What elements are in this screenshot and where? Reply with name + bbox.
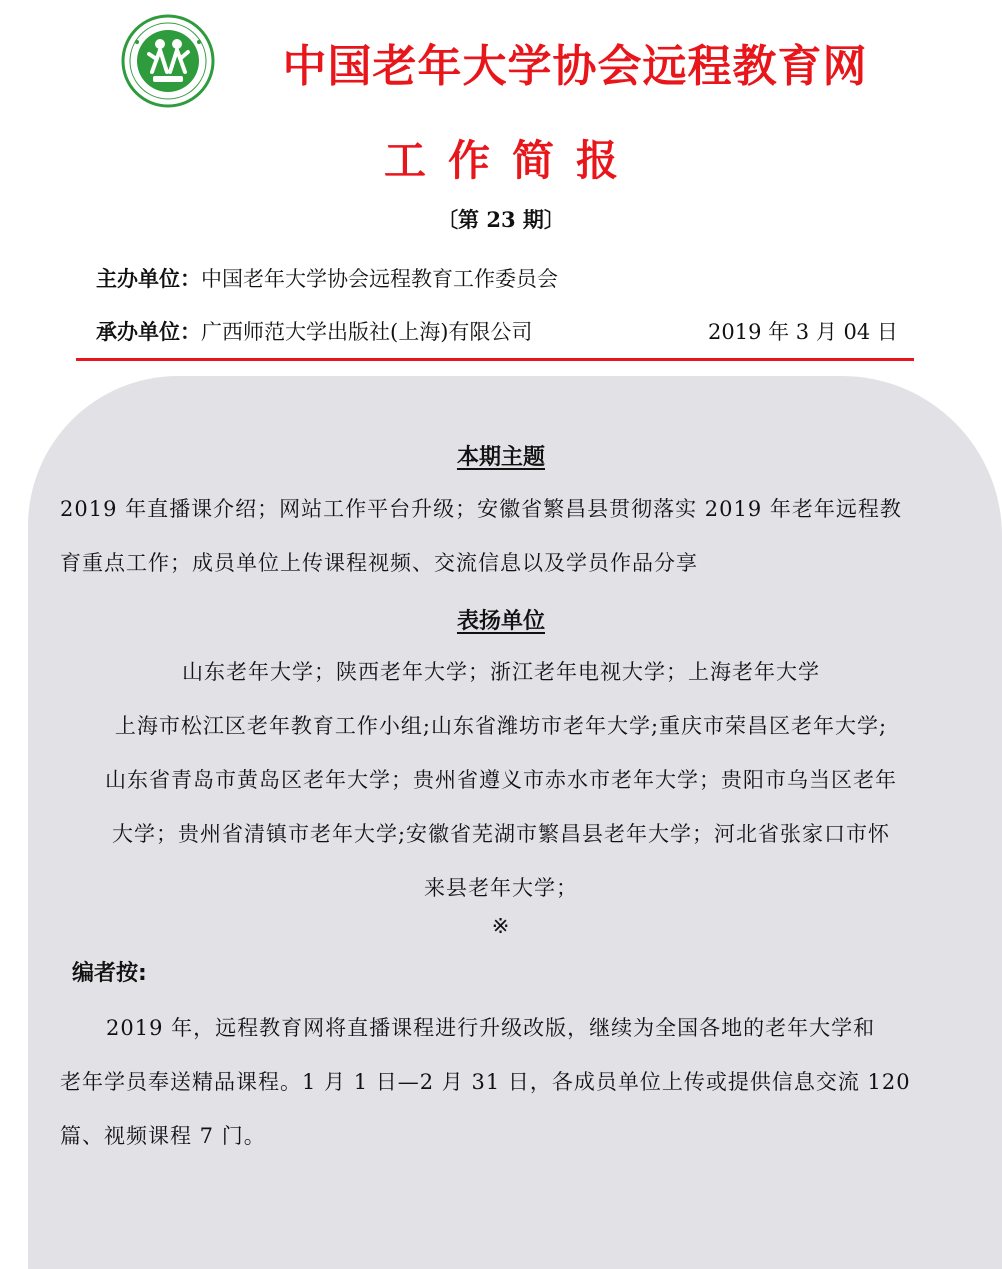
organizer-value: 广西师范大学出版社(上海)有限公司 [201,320,533,344]
separator-mark: ※ [491,914,511,938]
commend-line: 来县老年大学； [424,876,578,900]
sponsor-row [96,263,558,293]
header-divider [76,358,914,361]
editor-note-line: 老年学员奉送精品课程。1 月 1 日—2 月 31 日，各成员单位上传或提供信息交流 120 [60,1070,911,1094]
editor-note-line: 2019 年，远程教育网将直播课程进行升级改版，继续为全国各地的老年大学和 [106,1016,876,1040]
sponsor-value: 中国老年大学协会远程教育工作委员会 [201,267,558,291]
organizer-label: 承办单位： [96,319,201,344]
org-title: 中国老年大学协会远程教育网 [282,41,868,92]
commend-line: 上海市松江区老年教育工作小组;山东省潍坊市老年大学;重庆市荣昌区老年大学; [114,714,888,738]
editor-note-label: 编者按: [72,961,147,986]
sponsor-label: 主办单位： [96,266,201,291]
commend-heading: 表扬单位 [456,609,545,634]
editor-note-line: 篇、视频课程 7 门。 [60,1124,266,1148]
organizer-row [96,316,532,346]
topic-heading: 本期主题 [456,445,545,470]
commend-line: 山东老年大学；陕西老年大学；浙江老年电视大学；上海老年大学 [182,660,820,684]
logo [121,14,215,108]
publish-date: 2019 年 3 月 04 日 [708,320,898,344]
brief-title: 工作简报 [383,136,640,185]
topic-line: 育重点工作；成员单位上传课程视频、交流信息以及学员作品分享 [60,551,698,575]
commend-line: 山东省青岛市黄岛区老年大学；贵州省遵义市赤水市老年大学；贵阳市乌当区老年 [105,768,897,792]
topic-line: 2019 年直播课介绍；网站工作平台升级；安徽省繁昌县贯彻落实 2019 年老年远程教 [60,497,902,521]
issue-number: 〔第 23 期〕 [437,207,565,232]
commend-line: 大学；贵州省清镇市老年大学;安徽省芜湖市繁昌县老年大学；河北省张家口市怀 [111,822,891,846]
